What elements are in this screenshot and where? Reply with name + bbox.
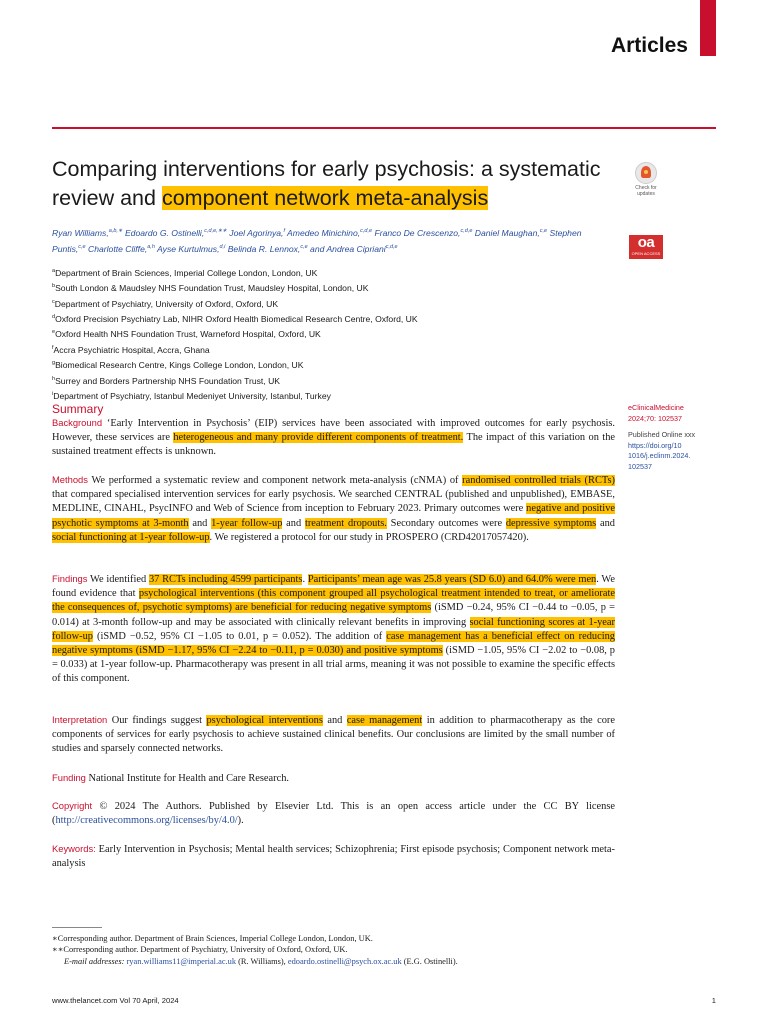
affiliation-marker: g xyxy=(52,360,56,367)
methods-text: and xyxy=(596,517,615,529)
copyright-paragraph xyxy=(52,799,615,828)
author-name: Stephen Puntis, xyxy=(52,227,582,254)
affiliation-item xyxy=(52,388,552,403)
author-affiliation-marker: c,d,e xyxy=(360,228,373,234)
methods-text: Secondary outcomes were xyxy=(386,517,506,529)
interpretation-text: Our findings suggest xyxy=(107,715,207,726)
methods-label: Methods xyxy=(52,474,88,485)
methods-highlight: 1-year follow-up xyxy=(211,517,283,529)
background-text-end: The impact of this variation on the sustained treatment effects is unknown. xyxy=(52,432,615,458)
methods-highlight: negative and positive psychotic symptoms at 3-month xyxy=(52,503,615,529)
interpretation-paragraph xyxy=(52,713,615,757)
affiliation-text: Surrey and Borders Partnership NHS Foundation Trust, UK xyxy=(55,375,281,386)
findings-text: . We found evidence that xyxy=(52,574,616,600)
affiliation-text: Oxford Precision Psychiatry Lab, NIHR Oxford Health Biomedical Research Centre, Oxford, UK xyxy=(55,313,418,324)
funding-paragraph xyxy=(52,771,615,786)
footnotes xyxy=(52,933,612,967)
author-name: Daniel Maughan, xyxy=(474,227,540,238)
background-paragraph xyxy=(52,416,615,460)
author-name: Franco De Crescenzo, xyxy=(374,227,461,238)
findings-highlight: psychological interventions (this component grouped all psychological treatment intended to treat, or ameliorate the consequences of, psychotic symptoms) are beneficial for reducing negative symptoms xyxy=(52,588,615,614)
affiliation-text: Accra Psychiatric Hospital, Accra, Ghana xyxy=(53,344,210,355)
copyright-text-end: ). xyxy=(237,815,244,827)
methods-highlight: randomised controlled trials (RCTs) xyxy=(462,475,615,486)
affiliation-marker: c xyxy=(52,298,55,305)
background-label: Background xyxy=(52,417,103,428)
title-highlight: component network meta-analysis xyxy=(161,186,489,210)
affiliation-marker: e xyxy=(52,329,56,336)
email-label: E-mail addresses: xyxy=(64,956,125,966)
affiliation-text: Department of Psychiatry, University of Oxford, Oxford, UK xyxy=(54,298,279,309)
findings-highlight: Participants’ mean age was 25.8 years (SD 6.0) and 64.0% were men xyxy=(307,574,597,585)
methods-highlight: social functioning at 1-year follow-up xyxy=(52,531,210,543)
author-name: Ryan Williams, xyxy=(52,227,109,238)
affiliation-marker: a xyxy=(52,268,56,274)
findings-highlight: 37 RCTs including 4599 participants xyxy=(148,574,303,585)
keywords-label: Keywords: xyxy=(52,843,96,854)
findings-highlight: social functioning scores at 1-year follow-up xyxy=(52,616,615,642)
affiliation-item xyxy=(52,357,552,372)
methods-text: and xyxy=(188,517,212,529)
email-link-ostinelli[interactable]: edoardo.ostinelli@psych.ox.ac.uk xyxy=(287,956,402,966)
author-affiliation-marker: a,h xyxy=(147,243,155,250)
summary-heading: Summary xyxy=(52,402,104,416)
footnote-corresponding-2: ∗∗Corresponding author. Department of Psychiatry, University of Oxford, Oxford, UK. xyxy=(52,945,348,955)
article-title xyxy=(52,155,612,213)
methods-paragraph xyxy=(52,473,615,545)
affiliation-item xyxy=(52,373,552,388)
affiliation-item xyxy=(52,296,552,311)
findings-text: (iSMD −0.24, 95% CI −0.44 to −0.05, p = 0.014) at 3-month follow-up and may be associated with clinically relevant benefits in improving xyxy=(52,602,615,628)
methods-highlight: depressive symptoms xyxy=(505,517,597,529)
journal-name: eClinicalMedicine xyxy=(628,403,684,412)
license-link[interactable]: http://creativecommons.org/licenses/by/4.0/ xyxy=(55,815,238,827)
affiliation-marker: i xyxy=(52,390,54,397)
affiliation-item xyxy=(52,342,552,357)
doi-link-2[interactable]: 1016/j.eclinm.2024. xyxy=(628,451,691,460)
affiliation-marker: b xyxy=(52,283,56,290)
affiliation-marker: f xyxy=(52,344,54,351)
copyright-text: © 2024 The Authors. Published by Elsevier Ltd. This is an open access article under the CC BY license ( xyxy=(52,801,615,827)
crossmark-caption: Check for updates xyxy=(635,185,657,197)
author-name: and Andrea Cipriani xyxy=(310,243,386,254)
affiliation-item xyxy=(52,280,552,295)
methods-highlight: treatment dropouts. xyxy=(304,517,387,529)
findings-text: (iSMD −0.52, 95% CI −1.05 to 0.01, p = 0.052). The addition of xyxy=(92,630,387,642)
author-affiliation-marker: d,i xyxy=(219,243,226,250)
affiliation-text: Biomedical Research Centre, Kings College London, London, UK xyxy=(55,360,304,371)
article-sidebar xyxy=(628,403,718,472)
methods-text: We performed a systematic review and component network meta-analysis (cNMA) of xyxy=(87,475,463,486)
funding-label: Funding xyxy=(52,772,86,783)
footnote-emails xyxy=(52,956,612,967)
author-affiliation-marker: c,e xyxy=(78,243,86,250)
findings-label: Findings xyxy=(52,573,88,584)
footnote-rule xyxy=(52,927,102,928)
methods-text: and xyxy=(282,517,305,529)
findings-highlight: case management has a beneficial effect on reducing negative symptoms (iSMD −1.17, 95% CI −2.24 to −0.11, p = 0.030) and positive symptoms xyxy=(52,630,615,657)
check-for-updates-badge[interactable] xyxy=(629,162,663,198)
author-affiliation-marker: a,b,∗ xyxy=(108,228,123,234)
author-affiliation-marker: c,d,e xyxy=(385,243,398,250)
affiliation-item xyxy=(52,311,552,326)
affiliation-text: South London & Maudsley NHS Foundation Trust, Maudsley Hospital, London, UK xyxy=(55,283,369,294)
affiliation-text: Department of Brain Sciences, Imperial College London, London, UK xyxy=(55,267,318,278)
page-number: 1 xyxy=(711,996,716,1005)
findings-text: . xyxy=(302,574,308,585)
author-name: Charlotte Cliffe, xyxy=(88,243,148,254)
open-access-sublabel: OPEN ACCESS xyxy=(631,251,661,256)
interpretation-text: and xyxy=(322,715,347,726)
affiliation-item xyxy=(52,326,552,341)
author-affiliation-marker: f xyxy=(283,228,285,234)
author-affiliation-marker: c,e xyxy=(300,243,308,250)
funding-text: National Institute for Health and Care Research. xyxy=(85,773,290,784)
interpretation-text: in addition to pharmacotherapy as the core components of services for early psychosis to achieve sustained clinical benefits. Our conclusions are limited by the small number of studies and sparsely connected networks. xyxy=(52,715,615,755)
journal-color-bar xyxy=(700,0,716,56)
findings-text: We identified xyxy=(87,574,149,585)
background-highlight: heterogeneous and many provide different components of treatment. xyxy=(173,432,464,444)
keywords-text: Early Intervention in Psychosis; Mental health services; Schizophrenia; First episode psychosis; Component network meta-analysis xyxy=(52,844,615,870)
findings-paragraph xyxy=(52,572,615,687)
author-name: Amedeo Minichino, xyxy=(287,227,361,238)
doi-link-1[interactable]: https://doi.org/10 xyxy=(628,440,682,450)
keywords-paragraph xyxy=(52,842,615,871)
title-text: Comparing interventions for early psychosis: a systematic review and xyxy=(52,157,601,210)
email-link-williams[interactable]: ryan.williams11@imperial.ac.uk xyxy=(126,956,237,966)
author-name: Edoardo G. Ostinelli, xyxy=(124,227,205,238)
open-access-badge xyxy=(629,235,663,259)
affiliation-marker: h xyxy=(52,375,56,382)
section-label: Articles xyxy=(610,34,688,57)
findings-text: (iSMD −1.05, 95% CI −2.02 to −0.08, p = 0.033) at 1-year follow-up. Pharmacotherapy was present in all trial arms, meaning it was not possible to examine the specific effects of this component. xyxy=(52,645,615,685)
journal-volume: 2024;70: 102537 xyxy=(628,413,682,423)
author-affiliation-marker: c,d,e,∗∗ xyxy=(204,228,227,234)
affiliation-text: Oxford Health NHS Foundation Trust, Warneford Hospital, Oxford, UK xyxy=(55,329,321,340)
footer-citation: www.thelancet.com Vol 70 April, 2024 xyxy=(52,996,179,1005)
author-list xyxy=(52,224,612,256)
affiliation-item xyxy=(52,265,552,280)
affiliation-marker: d xyxy=(52,314,56,321)
affiliation-text: Department of Psychiatry, Istanbul Medeniyet University, Istanbul, Turkey xyxy=(53,390,331,401)
author-name: Ayse Kurtulmus, xyxy=(156,243,220,254)
email-owner-ostinelli: (E.G. Ostinelli). xyxy=(401,956,458,966)
methods-text: that compared specialised intervention services for early psychosis. We searched CENTRAL (published and unpublished), EMBASE, MEDLINE, CINAHL, PsycINFO and Web of Science from inception to February 2023. Primary outcomes were xyxy=(52,489,615,515)
interpretation-label: Interpretation xyxy=(52,714,108,725)
header-rule xyxy=(52,127,716,129)
author-name: Belinda R. Lennox, xyxy=(227,243,301,254)
footnote-corresponding-1: ∗Corresponding author. Department of Brain Sciences, Imperial College London, London, UK. xyxy=(52,934,373,943)
author-affiliation-marker: c,d,e xyxy=(460,228,473,234)
background-text: ‘Early Intervention in Psychosis’ (EIP) services have been associated with improved outcomes for early psychosis. However, these services are xyxy=(52,418,615,444)
affiliation-list xyxy=(52,265,552,403)
author-name: Joel Agorinya, xyxy=(229,227,284,238)
published-online: Published Online xxx xyxy=(628,430,696,439)
interpretation-highlight: psychological interventions xyxy=(206,715,323,726)
doi-link-3[interactable]: 102537 xyxy=(628,461,652,471)
interpretation-highlight: case management xyxy=(346,715,423,726)
crossmark-icon xyxy=(635,162,657,184)
copyright-label: Copyright xyxy=(52,800,93,811)
author-affiliation-marker: c,e xyxy=(539,228,548,234)
email-owner-williams: (R. Williams), xyxy=(236,956,288,966)
open-access-icon: oa xyxy=(637,234,655,251)
methods-text: . We registered a protocol for our study in PROSPERO (CRD42017057420). xyxy=(209,531,529,543)
